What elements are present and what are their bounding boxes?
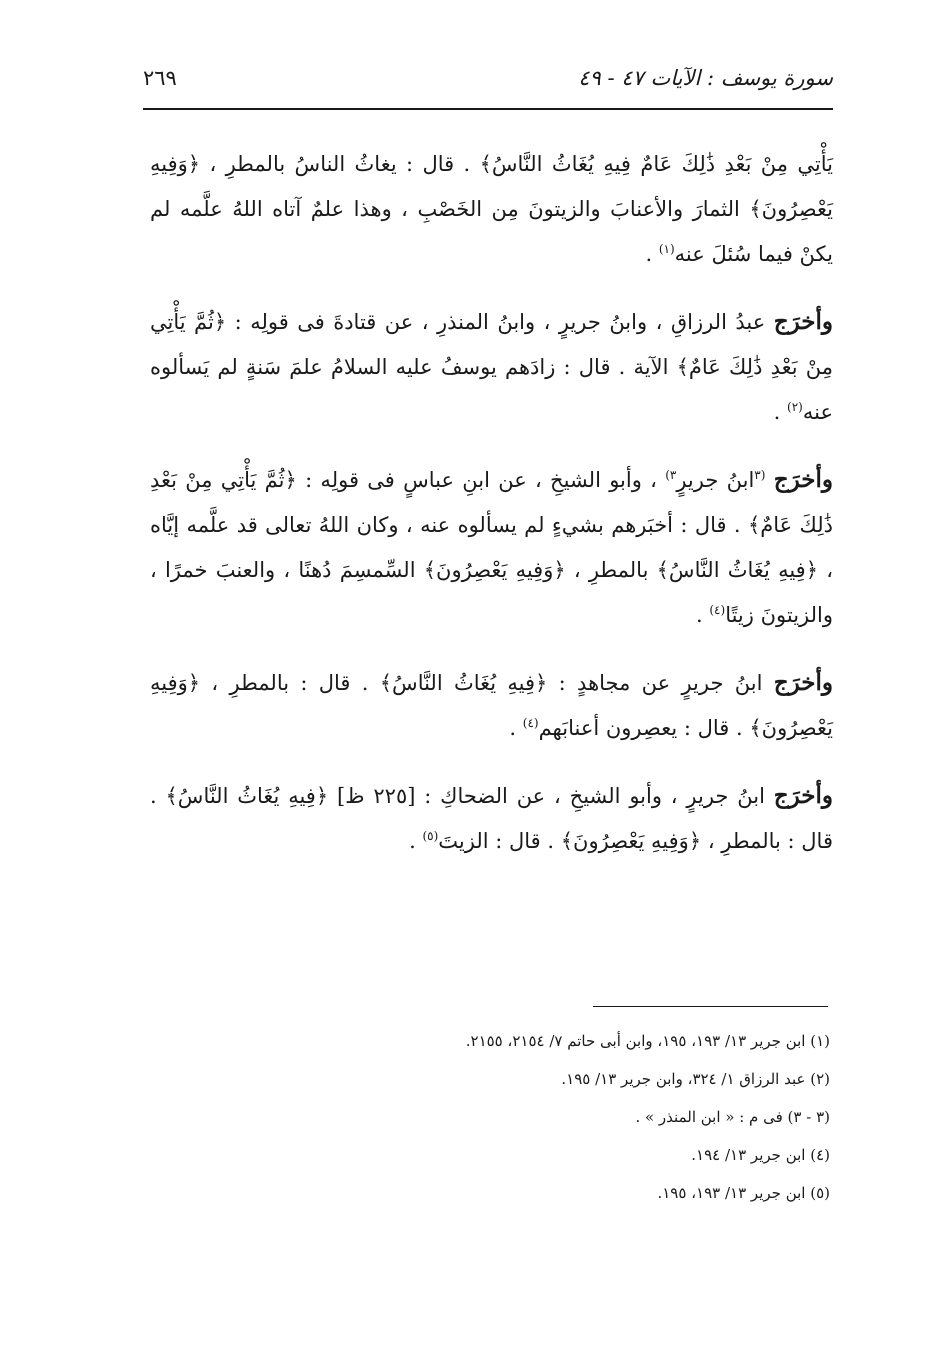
quran-quote: ﴿فِيهِ يُغَاثُ النَّاسُ﴾ (165, 784, 329, 808)
quran-quote: ﴿وَفِيهِ يَعْصِرُونَ﴾ (150, 671, 833, 740)
footnote-marker: (٤) (522, 716, 539, 730)
footnotes (270, 1022, 830, 1212)
paragraph (150, 457, 833, 638)
paragraph-text: . قال : بالمطرِ ، (150, 784, 833, 853)
footnote-marker: (٣ (754, 468, 766, 482)
running-header (143, 58, 833, 98)
footnote-item: (١) ابن جرير ١٣/ ١٩٣، ١٩٥، وابن أبى حاتم ٧/ ٢١٥٤، ٢١٥٥. (465, 1032, 830, 1050)
header-rule (143, 108, 833, 110)
footnote-item: (٢) عبد الرزاق ١/ ٣٢٤، وابن جرير ١٣/ ١٩٥. (561, 1070, 830, 1088)
paragraph-text: . قال : يعصِرون أعنابَهم (538, 716, 750, 740)
paragraph-text: الثمارَ والأعنابَ والزيتونَ مِن الخَصْبِ ، وهذا علمٌ آتاه اللهُ علَّمه لم يكنْ فيما سُئلَ عنه (150, 197, 833, 266)
paragraph-text: . (773, 400, 788, 424)
paragraph-text: . قال : الزيتَ (438, 829, 561, 853)
paragraph-text: . (696, 603, 710, 627)
paragraph-text: الآية . قال : زادَهم يوسفُ عليه السلامُ علمَ سَنةٍ لم يَسألوه عنه (150, 355, 833, 424)
paragraph-text (765, 468, 773, 492)
quran-quote: ﴿وَفِيهِ يَعْصِرُونَ﴾ (560, 829, 702, 853)
paragraph-text: بالمطرِ ، (565, 558, 657, 582)
paragraph-text: السِّمسِمَ دُهنًا ، والعنبَ خمرًا ، والزيتونَ زيتًا (150, 558, 833, 627)
quran-quote: ﴿ثُمَّ يَأْتِي مِنْ بَعْدِ ذَٰلِكَ عَامٌ﴾ (150, 468, 834, 537)
paragraph-text: . قال : يغاثُ الناسُ بالمطرِ ، (200, 152, 480, 176)
paragraph (150, 773, 833, 864)
paragraph-text: ابنُ جريرٍ ، وأبو الشيخِ ، عن الضحاكِ : [٢٢٥ ظ] (328, 784, 774, 808)
paragraph (150, 660, 833, 751)
footnote-separator (593, 1006, 828, 1007)
paragraph (150, 142, 833, 277)
paragraph-text: ، وأبو الشيخِ ، عن ابنِ عباسٍ فى قولِه : (296, 468, 666, 492)
paragraph-text: ابنُ جريرٍ (676, 468, 755, 492)
quran-quote: ﴿وَفِيهِ يَعْصِرُونَ﴾ (150, 152, 833, 221)
footnote-marker: (١) (658, 242, 675, 256)
paragraph-text: ابنُ جريرٍ عن مجاهدٍ : (547, 671, 774, 695)
paragraph-lead: وأخرَج (773, 669, 834, 696)
footnote-marker: ٣) (665, 468, 677, 482)
paragraph-lead: وأخرَج (773, 466, 833, 493)
paragraph-text: عبدُ الرزاقِ ، وابنُ جريرٍ ، وابنُ المنذرِ ، عن قتادةَ فى قولِه : (226, 310, 774, 334)
footnote-item: (٤) ابن جرير ١٣/ ١٩٤. (691, 1146, 830, 1164)
quran-quote: ﴿وَفِيهِ يَعْصِرُونَ﴾ (423, 558, 566, 582)
quran-quote: ﴿فِيهِ يُغَاثُ النَّاسُ﴾ (379, 671, 548, 695)
paragraph (150, 299, 833, 435)
quran-quote: ﴿فِيهِ يُغَاثُ النَّاسُ﴾ (656, 558, 819, 582)
paragraph-text: . (509, 716, 523, 740)
footnote-marker: (٢) (787, 400, 803, 414)
paragraph-text: . قال : أخبَرهم بشيءٍ لم يسألوه عنه ، وكان اللهُ تعالى قد علَّمه إيَّاه ، (150, 513, 833, 582)
paragraph-text: . قال : بالمطرِ ، (200, 671, 380, 695)
quran-quote: ﴿ثُمَّ يَأْتِي مِنْ بَعْدِ ذَٰلِكَ عَامٌ﴾ (150, 310, 833, 379)
page-number: ٢٦٩ (143, 66, 177, 90)
paragraph-lead: وأخرَج (773, 782, 833, 809)
paragraph-text: . (409, 829, 423, 853)
footnote-marker: (٤) (709, 603, 726, 617)
main-text (150, 142, 833, 886)
footnote-item: (٥) ابن جرير ١٣/ ١٩٣، ١٩٥. (657, 1184, 830, 1202)
paragraph-lead: وأخرَج (773, 308, 833, 335)
quran-quote: يَأْتِي مِنْ بَعْدِ ذَٰلِكَ عَامٌ فِيهِ يُغَاثُ النَّاسُ﴾ (479, 152, 833, 176)
paragraph-text: . (645, 242, 659, 266)
page-title: سورة يوسف : الآيات ٤٧ - ٤٩ (578, 66, 833, 90)
footnote-marker: (٥) (422, 829, 439, 843)
footnote-item: (٣ - ٣) فى م : « ابن المنذر » . (635, 1108, 830, 1126)
